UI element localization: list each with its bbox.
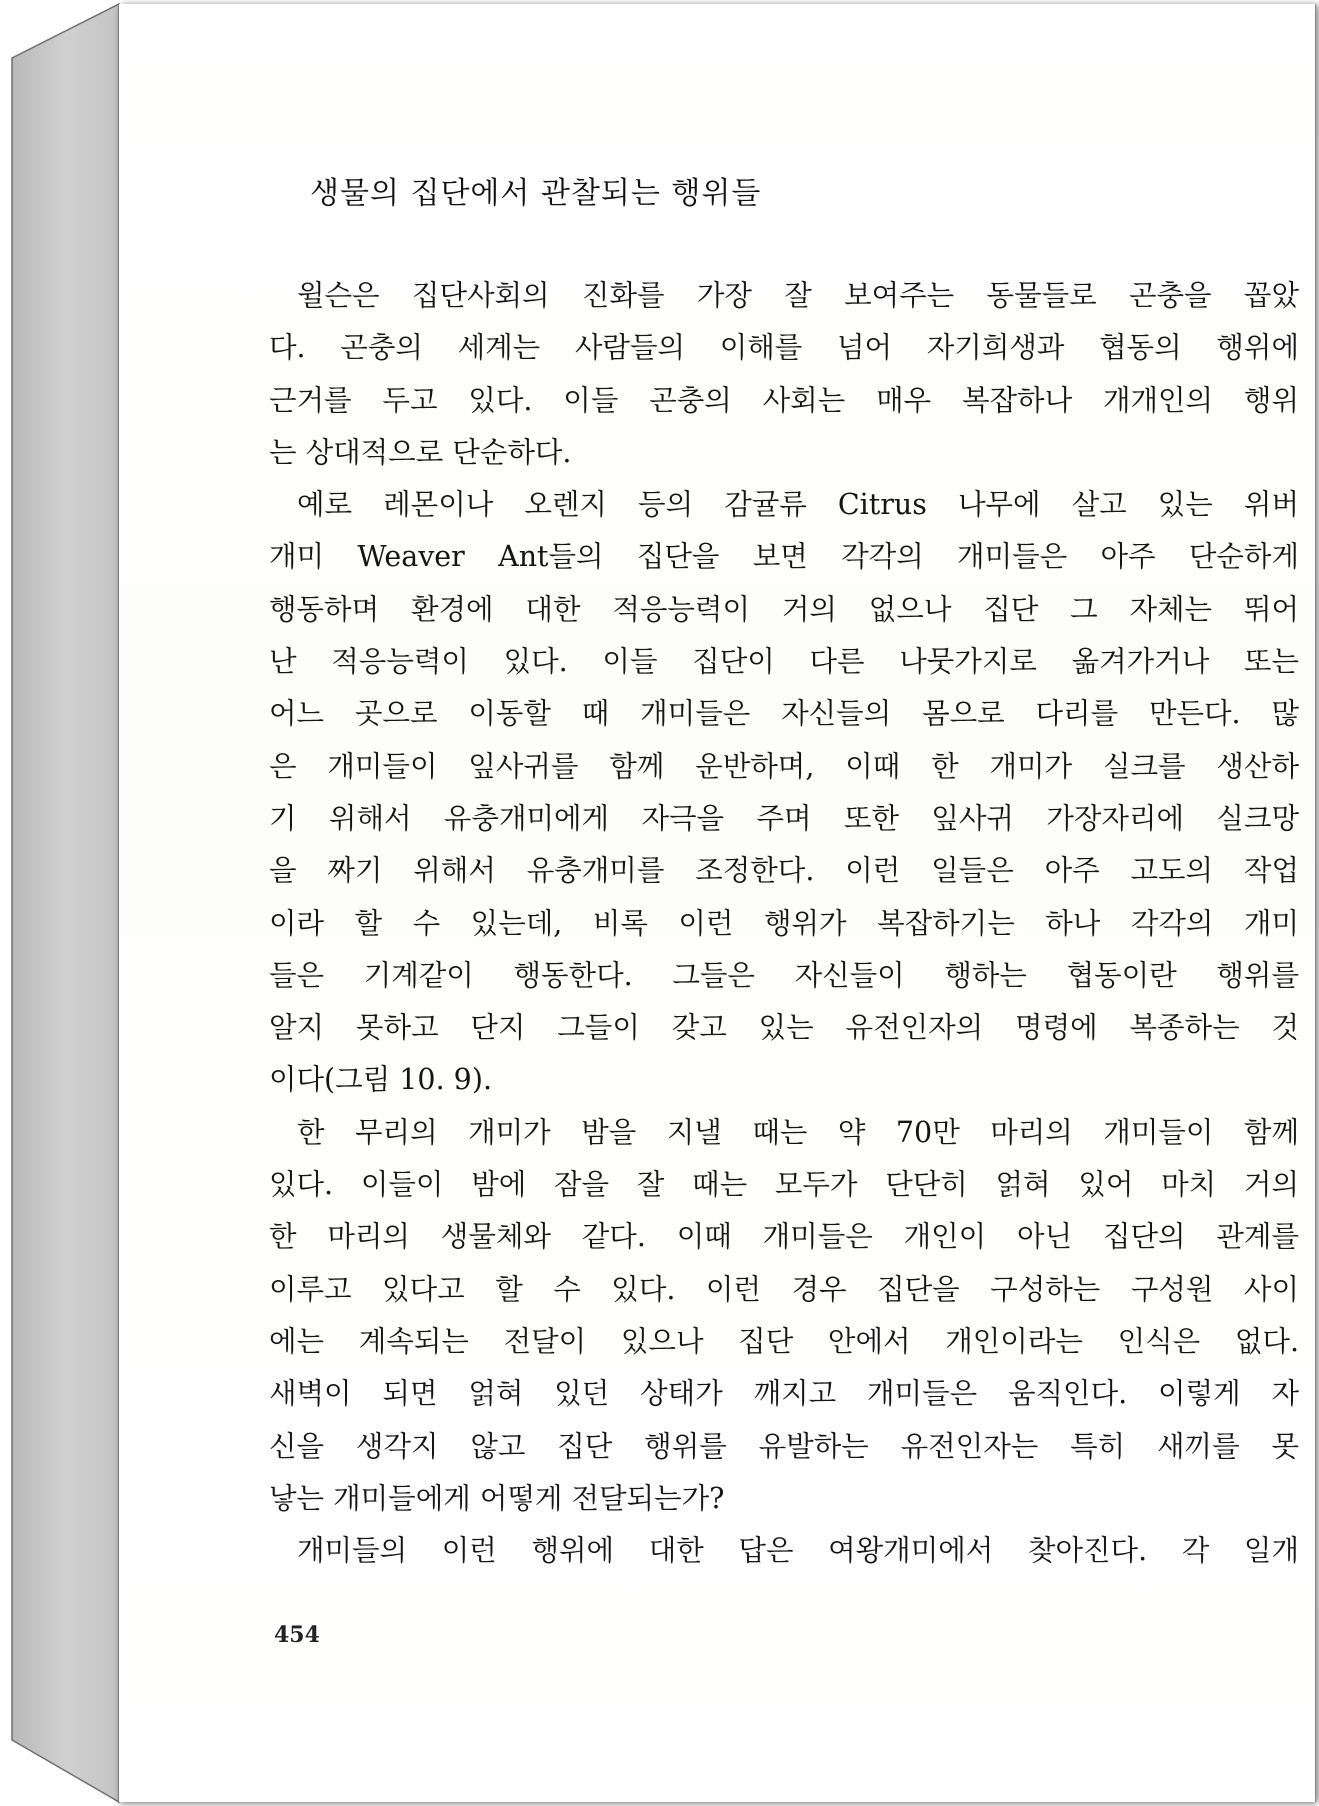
text-line: 예로 레몬이나 오렌지 등의 감귤류 Citrus 나무에 살고 있는 위버 (297, 488, 1299, 522)
text-line: 윌슨은 집단사회의 진화를 가장 잘 보여주는 동물들로 곤충을 꼽았 (297, 279, 1299, 312)
book-spine-shape (0, 0, 130, 1806)
text-line: 새벽이 되면 얽혀 있던 상태가 깨지고 개미들은 움직인다. 이렇게 자 (269, 1377, 1299, 1411)
text-line: 개미들의 이런 행위에 대한 답은 여왕개미에서 찾아진다. 각 일개 (297, 1534, 1299, 1568)
body-text (269, 270, 1299, 1577)
paragraph (269, 1107, 1299, 1525)
text-line: 난 적응능력이 있다. 이들 집단이 다른 나뭇가지로 옮겨가거나 또는 (269, 645, 1299, 679)
text-line: 낳는 개미들에게 어떻게 전달되는가? (269, 1481, 725, 1515)
book-page (119, 4, 1316, 1802)
text-line: 들은 기계같이 행동한다. 그들은 자신들이 행하는 협동이란 행위를 (269, 958, 1299, 992)
text-line: 을 짜기 위해서 유충개미를 조정한다. 이런 일들은 아주 고도의 작업 (269, 854, 1299, 888)
text-line: 알지 못하고 단지 그들이 갖고 있는 유전인자의 명령에 복종하는 것 (269, 1011, 1299, 1045)
text-line: 행동하며 환경에 대한 적응능력이 거의 없으나 집단 그 자체는 뛰어 (269, 592, 1299, 626)
text-line: 은 개미들이 잎사귀를 함께 운반하며, 이때 한 개미가 실크를 생산하 (269, 749, 1299, 783)
paragraph (269, 1525, 1299, 1577)
text-line: 있다. 이들이 밤에 잠을 잘 때는 모두가 단단히 얽혀 있어 마치 거의 (269, 1168, 1299, 1202)
page-number: 454 (274, 1622, 320, 1648)
text-line: 한 무리의 개미가 밤을 지낼 때는 약 70만 마리의 개미들이 함께 (297, 1115, 1299, 1149)
text-line: 신을 생각지 않고 집단 행위를 유발하는 유전인자는 특히 새끼를 못 (269, 1429, 1299, 1463)
text-line: 는 상대적으로 단순하다. (269, 435, 572, 469)
text-line: 어느 곳으로 이동할 때 개미들은 자신들의 몸으로 다리를 만든다. 많 (269, 697, 1299, 731)
page-surface (119, 4, 1315, 1802)
text-line: 다. 곤충의 세계는 사람들의 이해를 넘어 자기희생과 협동의 행위에 (269, 331, 1299, 365)
section-heading: 생물의 집단에서 관찰되는 행위들 (310, 176, 762, 211)
paragraph (269, 479, 1299, 1107)
text-line: 개미 Weaver Ant들의 집단을 보면 각각의 개미들은 아주 단순하게 (269, 540, 1299, 574)
text-line: 기 위해서 유충개미에게 자극을 주며 또한 잎사귀 가장자리에 실크망 (269, 801, 1299, 835)
text-line: 근거를 두고 있다. 이들 곤충의 사회는 매우 복잡하나 개개인의 행위 (269, 383, 1299, 417)
text-line: 이루고 있다고 할 수 있다. 이런 경우 집단을 구성하는 구성원 사이 (269, 1272, 1299, 1306)
text-line: 이다(그림 10. 9). (269, 1063, 492, 1097)
text-line: 에는 계속되는 전달이 있으나 집단 안에서 개인이라는 인식은 없다. (269, 1324, 1299, 1358)
text-line: 한 마리의 생물체와 같다. 이때 개미들은 개인이 아닌 집단의 관계를 (269, 1220, 1299, 1254)
book-spine (0, 0, 130, 1806)
paragraph (269, 270, 1299, 479)
text-line: 이라 할 수 있는데, 비록 이런 행위가 복잡하기는 하나 각각의 개미 (269, 906, 1299, 940)
